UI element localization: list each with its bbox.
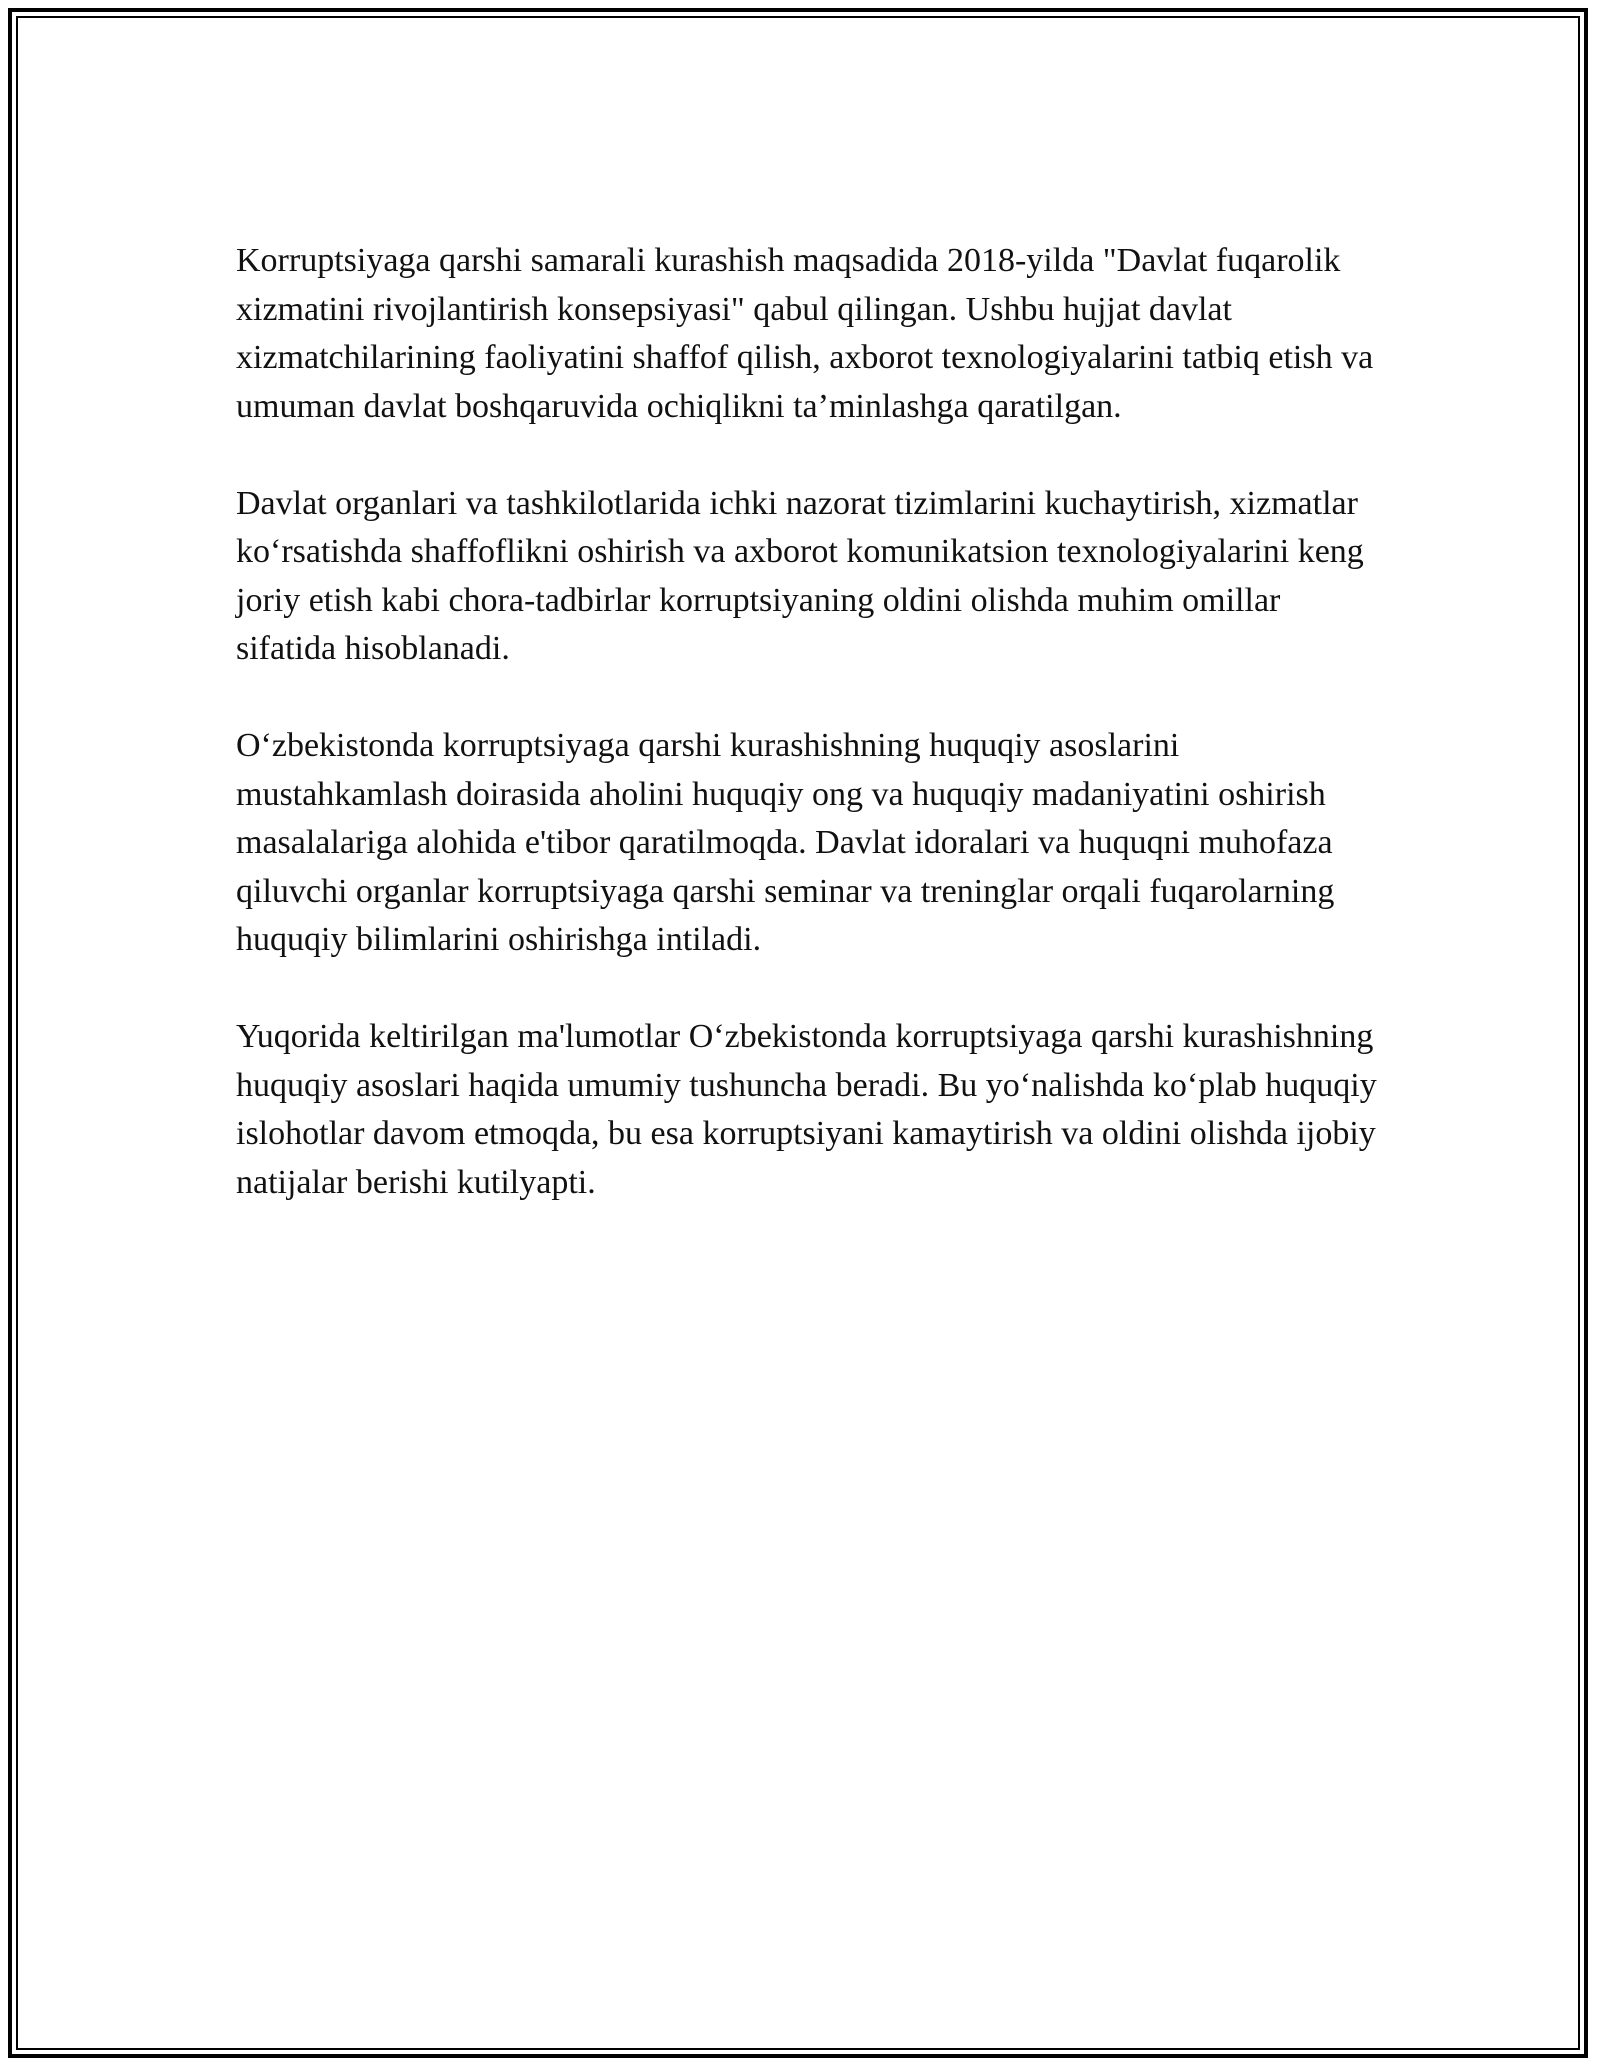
document-body: [236, 237, 1386, 1256]
paragraph-2: Davlat organlari va tashkilotlarida ichki nazorat tizimlarini kuchaytirish, xizmatlar ko‘rsatishda shaffoflikni oshirish va axborot komunikatsion texnologiyalarini keng joriy etish kabi chora-tadbirlar korruptsiyaning oldini olishda muhim omillar sifatida hisoblanadi.: [236, 484, 1364, 667]
paragraph-1: Korruptsiyaga qarshi samarali kurashish maqsadida 2018-yilda "Davlat fuqarolik xizmatini rivojlantirish konsepsiyasi" qabul qilingan. Ushbu hujjat davlat xizmatchilarining faoliyatini shaffof qilish, axborot texnologiyalarini tatbiq etish va umuman davlat boshqaruvida ochiqlikni ta’minlashga qaratilgan.: [236, 242, 1374, 425]
paragraph-3: O‘zbekistonda korruptsiyaga qarshi kurashishning huquqiy asoslarini mustahkamlash doirasida aholini huquqiy ong va huquqiy madaniyatini oshirish masalalariga alohida e'tibor qaratilmoqda. Davlat idoralari va huquqni muhofaza qiluvchi organlar korruptsiyaga qarshi seminar va treninglar orqali fuqarolarning huquqiy bilimlarini oshirishga intiladi.: [236, 727, 1335, 958]
paragraph-4: Yuqorida keltirilgan ma'lumotlar O‘zbekistonda korruptsiyaga qarshi kurashishning huquqiy asoslari haqida umumiy tushuncha beradi. Bu yo‘nalishda ko‘plab huquqiy islohotlar davom etmoqda, bu esa korruptsiyani kamaytirish va oldini olishda ijobiy natijalar berishi kutilyapti.: [236, 1018, 1377, 1201]
